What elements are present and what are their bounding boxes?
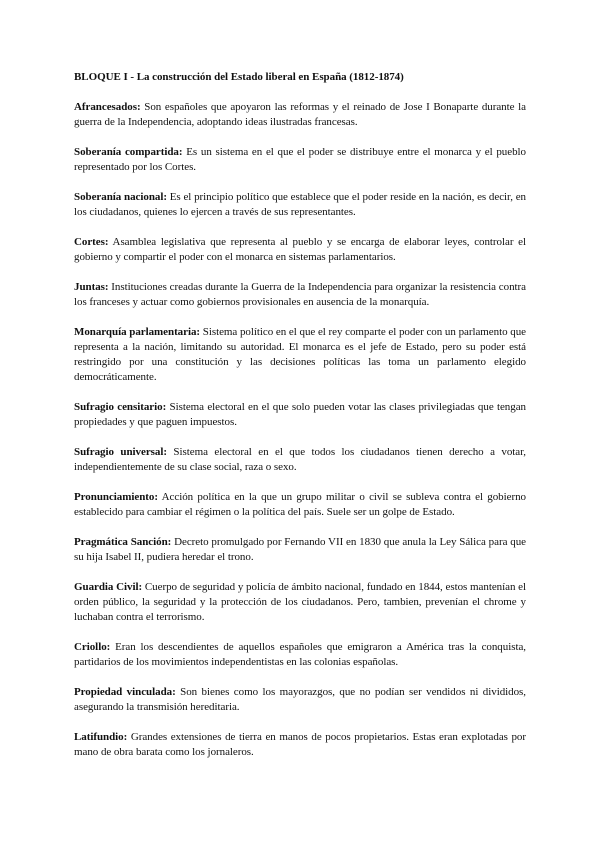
glossary-entry-soberania-nacional xyxy=(74,190,526,220)
entry-term: Sufragio universal: xyxy=(74,446,167,458)
entry-term: Propiedad vinculada: xyxy=(74,686,176,698)
entry-term: Guardia Civil: xyxy=(74,581,143,593)
glossary-entry-juntas xyxy=(74,280,526,310)
entry-definition: Grandes extensiones de tierra en manos de pocos propietarios. Estas eran explotadas por mano de obra barata como los jornaleros. xyxy=(74,731,526,758)
entry-definition: Es un sistema en el que el poder se distribuye entre el monarca y el pueblo representado por los Cortes. xyxy=(74,146,526,173)
entry-term: Afrancesados: xyxy=(74,101,141,113)
glossary-entry-soberania-compartida xyxy=(74,145,526,175)
entry-term: Latifundio: xyxy=(74,731,128,743)
entry-term: Monarquía parlamentaria: xyxy=(74,326,201,338)
entry-definition: Cuerpo de seguridad y policía de ámbito nacional, fundado en 1844, estos mantenían el orden público, la seguridad y la protección de los ciudadanos. Pero, tambien, prevenían el chrome y luchaban contra el terrorismo. xyxy=(74,581,526,623)
entry-definition: Sistema político en el que el rey comparte el poder con un parlamento que representa a la nación, limitando su autoridad. El monarca es el jefe de Estado, pero su poder está restringido por una constitución y las decisiones políticas las toma un parlamento elegido democráticamente. xyxy=(74,326,527,383)
page-title: BLOQUE I - La construcción del Estado liberal en España (1812-1874) xyxy=(74,71,404,83)
entry-term: Pronunciamiento: xyxy=(74,491,158,503)
glossary-entry-sufragio-censitario xyxy=(74,400,526,430)
entry-definition: Instituciones creadas durante la Guerra de la Independencia para organizar la resistencia contra los franceses y actuar como gobiernos provisionales en ausencia de la monarquía. xyxy=(74,281,526,308)
entry-definition: Decreto promulgado por Fernando VII en 1830 que anula la Ley Sálica para que su hija Isabel II, pudiera heredar el trono. xyxy=(74,536,526,563)
entry-definition: Son bienes como los mayorazgos, que no podían ser vendidos ni divididos, asegurando la transmisión hereditaria. xyxy=(74,686,526,713)
entry-term: Sufragio censitario: xyxy=(74,401,167,413)
glossary-entry-pronunciamiento xyxy=(74,490,526,520)
glossary-entry-pragmatica-sancion xyxy=(74,535,526,565)
entry-term: Pragmática Sanción: xyxy=(74,536,172,548)
entry-definition: Sistema electoral en el que todos los ciudadanos tienen derecho a votar, independientemente de su clase social, raza o sexo. xyxy=(74,446,526,473)
glossary-entry-afrancesados xyxy=(74,100,526,130)
entry-definition: Eran los descendientes de aquellos españoles que emigraron a América tras la conquista, partidarios de los movimientos independentistas en las colonias españolas. xyxy=(74,641,526,668)
entry-term: Soberanía compartida: xyxy=(74,146,183,158)
entry-term: Juntas: xyxy=(74,281,109,293)
glossary-entry-latifundio xyxy=(74,730,526,760)
glossary-entry-propiedad-vinculada xyxy=(74,685,526,715)
glossary-entry-criollo xyxy=(74,640,526,670)
entry-term: Cortes: xyxy=(74,236,109,248)
entry-definition: Asamblea legislativa que representa al pueblo y se encarga de elaborar leyes, controlar el gobierno y compartir el poder con el monarca en sistemas parlamentarios. xyxy=(74,236,526,263)
entry-definition: Sistema electoral en el que solo pueden votar las clases privilegiadas que tengan propiedades y que paguen impuestos. xyxy=(74,401,526,428)
entry-definition: Es el principio político que establece que el poder reside en la nación, es decir, en los ciudadanos, quienes lo ejercen a través de sus representantes. xyxy=(74,191,526,218)
entry-definition: Son españoles que apoyaron las reformas y el reinado de Jose I Bonaparte durante la guerra de la Independencia, adoptando ideas ilustradas francesas. xyxy=(74,101,526,128)
glossary-entry-cortes xyxy=(74,235,526,265)
entry-definition: Acción política en la que un grupo militar o civil se subleva contra el gobierno establecido para cambiar el régimen o la política del país. Suele ser un golpe de Estado. xyxy=(74,491,526,518)
entry-term: Soberanía nacional: xyxy=(74,191,167,203)
glossary-entry-sufragio-universal xyxy=(74,445,526,475)
glossary-entry-guardia-civil xyxy=(74,580,526,625)
entry-term: Criollo: xyxy=(74,641,111,653)
glossary-entry-monarquia-parlamentaria xyxy=(74,325,526,385)
